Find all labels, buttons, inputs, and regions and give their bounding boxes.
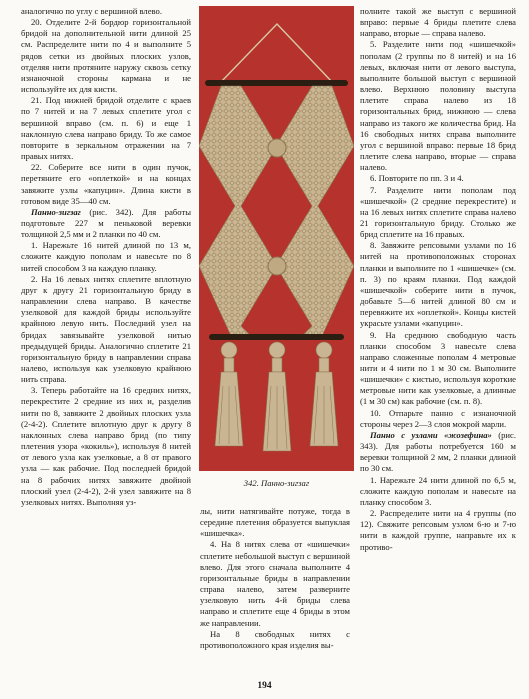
paragraph-text: 6. Повторите по пп. 3 и 4. [370, 173, 464, 184]
paragraph [21, 274, 191, 386]
left-text-column [21, 6, 191, 508]
paragraph-text: 8. Завяжите репсовыми узлами по 16 нитей на противоположных сторонах планки и выполните по 1 «шишечке» (см. п. 3) по краям планки. Под каждой «шишечкой» соберите нити в пучок, добавьте 5—6 нитей длиной 80 см и перевяжите их «оплеткой». Концы кистей украсьте узлами «капуцин». [360, 240, 516, 329]
paragraph-text: 20. Отделите 2-й бордюр горизонтальной бридой на дополнительной нити длиной 25 см. Распределите нити по 4 и выполните 5 рядов сетки из двойных плоских узлов, отделяя нити протяните наружу сквозь сетку изнаночной стороны кармана и не используйте их для кисти. [21, 17, 191, 95]
paragraph [360, 185, 516, 241]
figure-panno-zigzag [199, 6, 354, 471]
paragraph [200, 629, 350, 651]
paragraph [21, 240, 191, 273]
paragraph [360, 508, 516, 553]
paragraph [200, 506, 350, 539]
paragraph-text: (рис. 343). Для работы потребуется 160 м веревки толщиной 2 мм, 2 планки длиной по 30 см. [360, 429, 516, 474]
paragraph-text: 21. Под нижней бридой отделите с краев по 7 нитей и на 7 левых сплетите угол с вершиной вправо (см. п. 6) и еще 1 наклонную слева направо бриду. То же самое повторите в зеркальном отражении на 7 правых нитях. [21, 95, 191, 162]
paragraph-text: полните такой же выступ с вершиной вправо: первые 4 бриды плетите слева направо, вторые — справа налево. [360, 6, 516, 39]
figure-caption: 342. Панно-зигзаг [243, 478, 310, 488]
page-number: 194 [257, 681, 272, 691]
paragraph [21, 95, 191, 162]
paragraph [360, 330, 516, 408]
paragraph-text: аналогично по углу с вершиной влево. [21, 6, 162, 16]
paragraph [21, 207, 191, 240]
paragraph [360, 408, 516, 430]
paragraph-text: (рис. 342). Для работы подготовьте 227 м пеньковой веревки толщиной 2,5 мм и 2 планки по 40 см. [21, 206, 191, 240]
section-heading: Панно-зигзаг [31, 206, 81, 217]
paragraph-text: лы, нити натягивайте потуже, тогда в середине плетения образуется выпуклая «шишечка». [200, 506, 350, 539]
paragraph [200, 539, 350, 628]
right-text-column [360, 6, 516, 553]
middle-text-column [200, 506, 350, 651]
macrame-zigzag-illustration [199, 6, 354, 471]
paragraph [360, 173, 516, 184]
paragraph [21, 17, 191, 95]
paragraph [360, 6, 516, 39]
paragraph [21, 162, 191, 207]
paragraph [360, 39, 516, 173]
paragraph-text: 10. Отпарьте панно с изнаночной стороны через 2—3 слоя мокрой марли. [360, 407, 516, 429]
section-heading: Панно с узлами «жозефина» [370, 429, 492, 440]
paragraph [360, 240, 516, 329]
paragraph-text: 2. Распределите нити на 4 группы (по 12). Свяжите репсовым узлом 6-ю и 7-ю нити в каждой группе, направьте их к противо- [360, 508, 516, 552]
paragraph-text: На 8 свободных нитях с противоположного края изделия вы- [200, 628, 350, 650]
paragraph-text: 4. На 8 нитях слева от «шишечки» сплетите небольшой выступ с вершиной влево. Для этого сначала выполните 4 горизонтальные бриды в направлении справа налево, затем разверните узелковую нить 4-й бриды слева направо и сплетите еще 4 бриды в этом же направлении. [200, 539, 350, 628]
paragraph-text: 9. На среднюю свободную часть планки способом 3 навесьте слева направо сложенные пополам 4 метровые нити и 4 нити по 1 м 30 см. Выполните «шишечки» с кистью, используя короткие метровые нити как узелковые, а длинные (1 м 30 см) как рабочие (см. п. 8). [360, 329, 516, 407]
paragraph [21, 6, 191, 17]
paragraph-text: 5. Разделите нити под «шишечкой» пополам (2 группы по 8 нитей) и на 16 левых, включая нити от левого выступа, выполните большой выступ с вершиной влево. Верхнюю половину выступа плетите справа налево из 18 горизонтальных брид, нижнюю — слева направо из такого же количества брид. На 16 свободных нитях справа выполните угол с вершиной вправо: первые 18 брид плетите слева направо, вторые — справа налево. [360, 39, 516, 173]
paragraph-text: 1. Нарежьте 24 нити длиной по 6,5 м, сложите каждую пополам и навесьте на планку способом 3. [360, 474, 516, 507]
paragraph [360, 475, 516, 508]
paragraph [360, 430, 516, 475]
paragraph-text: 22. Соберите все нити в один пучок, перетяните его «оплеткой» и на концах завяжите узлы «капуцин». Длина кисти в готовом виде 35—40 см. [21, 162, 191, 206]
paragraph-text: 3. Теперь работайте на 16 средних нитях, перекрестите 2 средние из них и, разделив нити по 8, завяжите 2 двойных плоских узла (2-4-2). Сплетите вплотную друг к другу 8 наклонных слева направо брид (по типу плетения узора «кокиль»), используя 8 нитей от левого узла как узелковые, а 8 от правого узла — как рабочие. Под последней бридой на 8 рабочих нитях завяжите двойной плоский узел (2-4-2), 2-й узел завяжите на 8 узелковых нитях. Выполняя уз- [21, 385, 191, 507]
paragraph-text: 7. Разделите нити пополам под «шишечкой» (2 средние перекрестите) и на 16 левых нитях сплетите справа налево 21 горизонтальную бриду. Столько же брид сплетите на 16 правых. [360, 184, 516, 240]
paragraph-text: 1. Нарежьте 16 нитей длиной по 13 м, сложите каждую пополам и навесьте по 8 нитей способом 3 на каждую планку. [21, 240, 191, 273]
paragraph [21, 385, 191, 508]
paragraph-text: 2. На 16 левых нитях сплетите вплотную друг к другу 21 горизонтальную бриду в направлении слева направо. В качестве узелковой для каждой бриды используйте крайнюю левую нить. Последний узел на бридах завязывайте узелковой нитью предыдущей бриды. Аналогично сплетите 21 горизонтальную бриду в направлении справа налево, используя как узелковую крайнюю нить справа. [21, 273, 191, 385]
